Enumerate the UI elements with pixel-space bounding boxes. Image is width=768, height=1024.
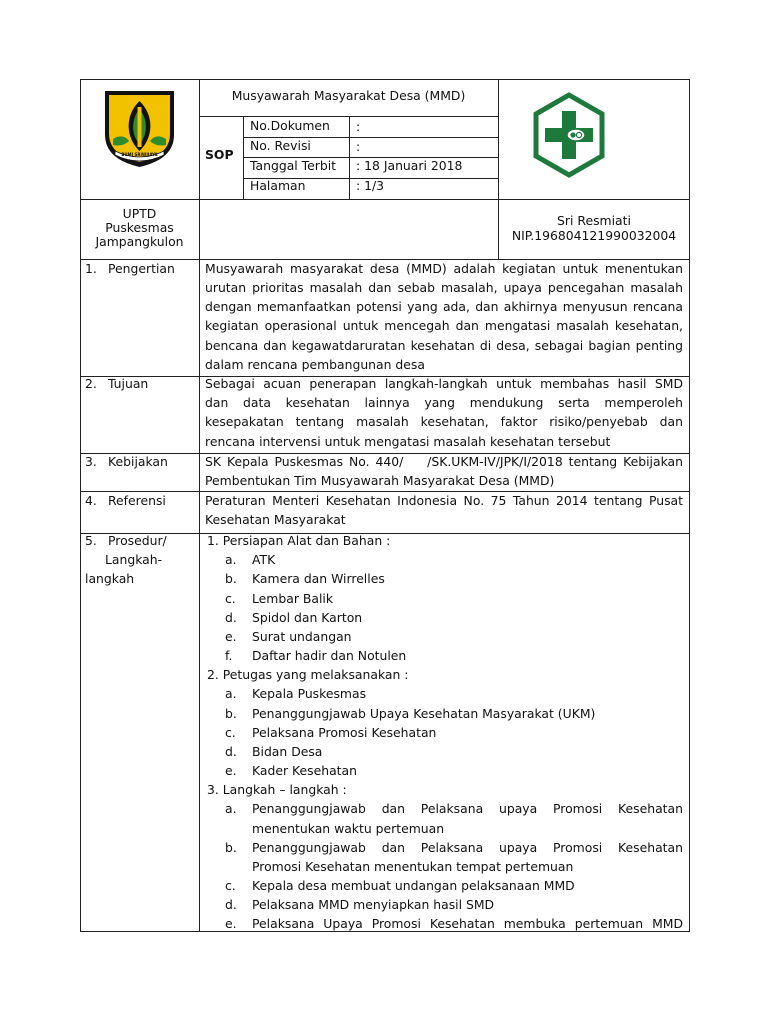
group-2-item-a-letter: a. bbox=[225, 686, 237, 701]
section-5-label-line-2: Langkah- bbox=[105, 552, 163, 567]
doc-number-label: No.Dokumen bbox=[250, 118, 330, 133]
group-2-item-c-text: Pelaksana Promosi Kesehatan bbox=[252, 725, 437, 740]
page-value: : 1/3 bbox=[356, 178, 385, 193]
section-2-label: Tujuan bbox=[108, 376, 149, 391]
group-2-item-d-text: Bidan Desa bbox=[252, 744, 323, 759]
doc-number-value: : bbox=[356, 119, 361, 134]
tujuan-line-2: dan data kesehatan lainnya yang mendukung serta memperoleh bbox=[205, 395, 683, 410]
document-title: Musyawarah Masyarakat Desa (MMD) bbox=[231, 88, 466, 103]
section-5-label-line-3: langkah bbox=[85, 571, 135, 586]
group-1-item-f-letter: f. bbox=[225, 648, 233, 663]
signer-name: Sri Resmiati bbox=[557, 213, 631, 228]
content-column-divider bbox=[199, 260, 200, 932]
referensi-line-2: Kesehatan Masyarakat bbox=[205, 512, 346, 527]
section-5-label-line-1: Prosedur/ bbox=[108, 533, 167, 548]
section-5-number: 5. bbox=[85, 533, 97, 548]
section-3-label: Kebijakan bbox=[108, 454, 168, 469]
group-3-item-c-text: Kepala desa membuat undangan pelaksanaan MMD bbox=[252, 878, 575, 893]
procedure-group-3-title: 3. Langkah – langkah : bbox=[207, 782, 347, 797]
tujuan-line-1: Sebagai acuan penerapan langkah-langkah untuk membahas hasil SMD bbox=[205, 376, 683, 391]
section-1-number: 1. bbox=[85, 261, 97, 276]
section-2-number: 2. bbox=[85, 376, 97, 391]
group-3-item-b-letter: b. bbox=[225, 840, 237, 855]
emblem-motto-text: BUMI SRIWIJAYA bbox=[121, 152, 158, 157]
procedure-group-1-title: 1. Persiapan Alat dan Bahan : bbox=[207, 533, 391, 548]
sop-label: SOP bbox=[205, 147, 234, 162]
pengertian-line-6: dalam rencana pembangunan desa bbox=[205, 357, 425, 372]
group-2-item-d-letter: d. bbox=[225, 744, 237, 759]
group-1-item-a-text: ATK bbox=[252, 552, 276, 567]
group-1-item-c-letter: c. bbox=[225, 591, 236, 606]
group-3-item-d-text: Pelaksana MMD menyiapkan hasil SMD bbox=[252, 897, 495, 912]
group-3-item-a-line-1: Penanggungjawab dan Pelaksana upaya Promosi Kesehatan bbox=[252, 801, 683, 816]
puskesmas-logo bbox=[532, 92, 606, 178]
group-1-item-c-text: Lembar Balik bbox=[252, 591, 334, 606]
group-2-item-e-text: Kader Kesehatan bbox=[252, 763, 357, 778]
unit-name-line-3: Jampangkulon bbox=[95, 234, 184, 249]
unit-name-line-1: UPTD bbox=[122, 206, 157, 221]
revision-label: No. Revisi bbox=[250, 138, 311, 153]
page-label: Halaman bbox=[250, 178, 306, 193]
kebijakan-line-2: Pembentukan Tim Musyawarah Masyarakat Desa (MMD) bbox=[205, 473, 555, 488]
section-4-label: Referensi bbox=[108, 493, 166, 508]
group-2-item-b-text: Penanggungjawab Upaya Kesehatan Masyarakat (UKM) bbox=[252, 706, 596, 721]
section-1-label: Pengertian bbox=[108, 261, 175, 276]
group-1-item-e-text: Surat undangan bbox=[252, 629, 352, 644]
group-1-item-f-text: Daftar hadir dan Notulen bbox=[252, 648, 407, 663]
group-3-item-a-letter: a. bbox=[225, 801, 237, 816]
group-3-item-c-letter: c. bbox=[225, 878, 236, 893]
group-3-item-e-line-1: Pelaksana Upaya Promosi Kesehatan membuka pertemuan MMD bbox=[252, 916, 683, 931]
group-2-item-b-letter: b. bbox=[225, 706, 237, 721]
pengertian-line-3: dengan memanfaatkan potensi yang ada, dan akhirnya menyusun rencana bbox=[205, 299, 683, 314]
unit-name-line-2: Puskesmas bbox=[105, 220, 174, 235]
group-3-item-e-letter: e. bbox=[225, 916, 237, 931]
header-divider-middle bbox=[80, 199, 690, 200]
issue-date-label: Tanggal Terbit bbox=[250, 158, 337, 173]
group-1-item-b-text: Kamera dan Wirrelles bbox=[252, 571, 385, 586]
tujuan-line-3: kesepakatan tentang masalah kesehatan, faktor risiko/penyebab dan bbox=[205, 414, 683, 429]
group-3-item-d-letter: d. bbox=[225, 897, 237, 912]
pengertian-line-5: bencana dan kegawatdaruratan kesehatan di desa, sebagai bagian penting bbox=[205, 338, 683, 353]
signer-nip: NIP.196804121990032004 bbox=[511, 228, 677, 243]
referensi-line-1: Peraturan Menteri Kesehatan Indonesia No. 75 Tahun 2014 tentang Pusat bbox=[205, 493, 683, 508]
group-1-item-d-text: Spidol dan Karton bbox=[252, 610, 363, 625]
group-1-item-d-letter: d. bbox=[225, 610, 237, 625]
pengertian-line-1: Musyawarah masyarakat desa (MMD) adalah kegiatan untuk menentukan bbox=[205, 261, 683, 276]
emblem-shield-icon bbox=[103, 89, 176, 169]
group-3-item-b-line-2: Promosi Kesehatan menentukan tempat pertemuan bbox=[252, 859, 574, 874]
group-2-item-a-text: Kepala Puskesmas bbox=[252, 686, 367, 701]
regional-emblem-logo bbox=[103, 89, 176, 169]
pengertian-line-4: kegiatan operasional untuk mencegah dan mengatasi masalah kesehatan, bbox=[205, 318, 683, 333]
section-3-number: 3. bbox=[85, 454, 97, 469]
section-4-number: 4. bbox=[85, 493, 97, 508]
issue-date-value: : 18 Januari 2018 bbox=[356, 158, 463, 173]
kebijakan-line-1: SK Kepala Puskesmas No. 440/ /SK.UKM-IV/JPK/I/2018 tentang Kebijakan bbox=[205, 454, 683, 469]
puskesmas-cross-icon bbox=[532, 92, 606, 178]
pengertian-line-2: urutan prioritas masalah dan sebab masalah, upaya pencegahan masalah bbox=[205, 280, 683, 295]
group-3-item-b-line-1: Penanggungjawab dan Pelaksana upaya Promosi Kesehatan bbox=[252, 840, 683, 855]
header-divider-left bbox=[199, 79, 200, 260]
group-1-item-b-letter: b. bbox=[225, 571, 237, 586]
group-3-item-a-line-2: menentukan waktu pertemuan bbox=[252, 821, 445, 836]
tujuan-line-4: rencana intervensi untuk mengatasi masalah kesehatan tersebut bbox=[205, 434, 611, 449]
group-2-item-c-letter: c. bbox=[225, 725, 236, 740]
group-1-item-e-letter: e. bbox=[225, 629, 237, 644]
revision-value: : bbox=[356, 139, 361, 154]
group-1-item-a-letter: a. bbox=[225, 552, 237, 567]
procedure-group-2-title: 2. Petugas yang melaksanakan : bbox=[207, 667, 409, 682]
group-2-item-e-letter: e. bbox=[225, 763, 237, 778]
